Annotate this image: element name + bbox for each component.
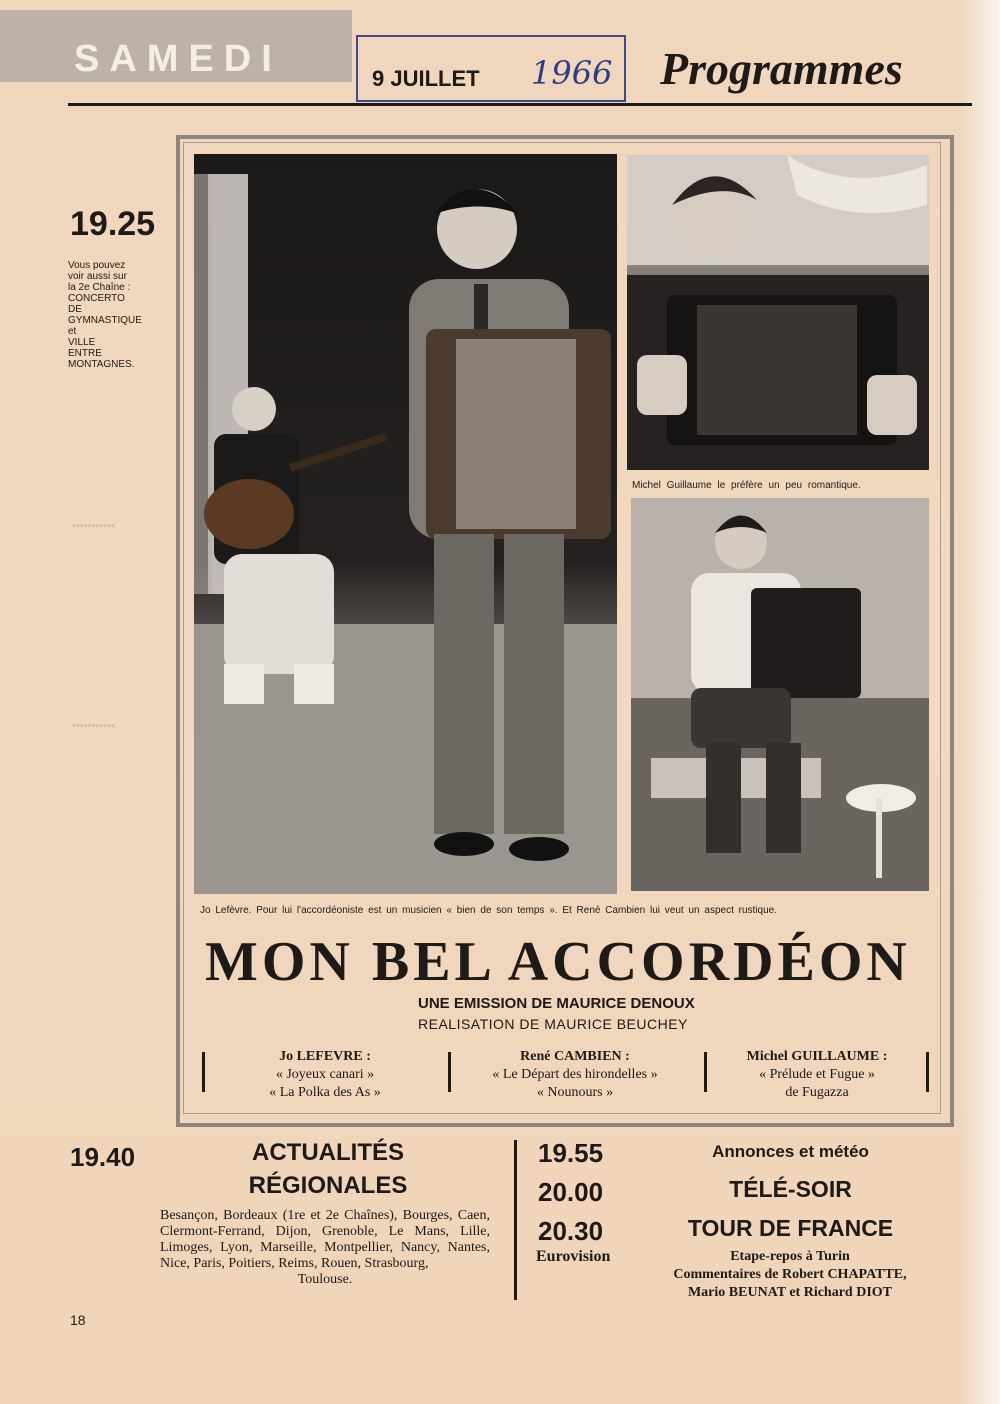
torn-edge <box>960 0 1000 1404</box>
side-note-line: DE <box>68 304 82 315</box>
side-note-line: et <box>68 326 77 337</box>
photo-michel-guillaume <box>627 155 929 470</box>
performer-song: « Nounours » <box>536 1085 614 1100</box>
column-bar <box>448 1052 451 1092</box>
bleed-through-text: ▪▪▪▪▪▪▪▪▪▪▪ <box>72 520 115 532</box>
program-note: Eurovision <box>536 1248 611 1265</box>
section-title: Programmes <box>660 43 903 94</box>
photo-jo-lefevre <box>194 154 617 894</box>
program-title: TOUR DE FRANCE <box>687 1215 894 1241</box>
side-note <box>68 260 168 370</box>
performer-jo-lefevre <box>215 1048 435 1102</box>
page-number: 18 <box>70 1312 86 1328</box>
credit-emission: UNE EMISSION DE MAURICE DENOUX <box>418 995 695 1012</box>
photo-rene-cambien <box>631 498 929 891</box>
tour-detail: Mario BEUNAT et Richard DIOT <box>687 1285 893 1300</box>
cities-list <box>160 1208 490 1288</box>
program-title: TÉLÉ-SOIR <box>729 1176 852 1202</box>
caption-main: Jo Lefèvre. Pour lui l'accordéoniste est un musicien « bien de son temps ». Et René Cambien lui veut un aspect rustique. <box>200 905 777 916</box>
feature-title: MON BEL ACCORDÉON <box>205 931 911 993</box>
cities-text-end: Toulouse. <box>297 1272 353 1287</box>
performer-song: de Fugazza <box>785 1085 849 1100</box>
program-title-line: ACTUALITÉS <box>252 1139 404 1166</box>
program-time: 20.00 <box>538 1177 604 1207</box>
side-note-line: voir aussi sur <box>68 271 127 282</box>
column-bar <box>926 1052 929 1092</box>
tour-detail: Commentaires de Robert CHAPATTE, <box>673 1267 907 1282</box>
side-note-line: la 2e Chaîne : <box>68 282 131 293</box>
side-note-line: ENTRE <box>68 348 102 359</box>
credit-realisation: REALISATION DE MAURICE BEUCHEY <box>418 1016 688 1032</box>
side-note-line: VILLE <box>68 337 96 348</box>
program-title-line: RÉGIONALES <box>248 1172 408 1199</box>
performer-michel-guillaume <box>712 1048 922 1102</box>
program-time: 20.30 <box>538 1216 604 1246</box>
photo-jo-lefevre-illustration <box>194 154 617 894</box>
handwritten-year: 1966 <box>531 54 613 92</box>
side-note-line: MONTAGNES. <box>68 359 135 370</box>
bleed-through-text: ▪▪▪▪▪▪▪▪▪▪▪ <box>72 720 115 732</box>
feature-time: 19.25 <box>70 205 156 243</box>
performer-name: Jo LEFEVRE : <box>279 1049 371 1064</box>
program-time: 19.40 <box>70 1142 136 1172</box>
performer-song: « Joyeux canari » <box>275 1067 375 1082</box>
side-note-line: CONCERTO <box>68 293 125 304</box>
program-time: 19.55 <box>538 1138 604 1168</box>
column-bar <box>202 1052 205 1092</box>
performer-name: Michel GUILLAUME : <box>746 1049 888 1064</box>
column-divider <box>514 1140 517 1300</box>
day-label: SAMEDI <box>74 38 282 80</box>
program-title: Annonces et météo <box>712 1142 869 1161</box>
tour-detail: Etape-repos à Turin <box>730 1249 850 1264</box>
side-note-line: GYMNASTIQUE <box>68 315 142 326</box>
column-bar <box>704 1052 707 1092</box>
cities-text: Besançon, Bordeaux (1re et 2e Chaînes), Bourges, Caen, Clermont-Ferrand, Dijon, Grenoble, Le Mans, Lille, Limoges, Lyon, Marseille, Montpellier, Nancy, Nantes, Nice, Paris, Poitiers, Reims, Rouen, Strasbourg, <box>160 1208 490 1271</box>
program-title <box>230 1136 426 1202</box>
header-rule <box>68 103 972 106</box>
date-label: 9 JUILLET <box>372 66 480 91</box>
caption-michel-guillaume: Michel Guillaume le préfère un peu romantique. <box>632 480 861 491</box>
photo-michel-guillaume-illustration <box>627 155 929 470</box>
performer-song: « Prélude et Fugue » <box>759 1067 875 1082</box>
performer-rene-cambien <box>455 1048 695 1102</box>
performer-song: « Le Départ des hirondelles » <box>492 1067 658 1082</box>
photo-rene-cambien-illustration <box>631 498 929 891</box>
performer-song: « La Polka des As » <box>269 1085 381 1100</box>
performer-name: René CAMBIEN : <box>520 1049 630 1064</box>
side-note-line: Vous pouvez <box>68 260 126 271</box>
